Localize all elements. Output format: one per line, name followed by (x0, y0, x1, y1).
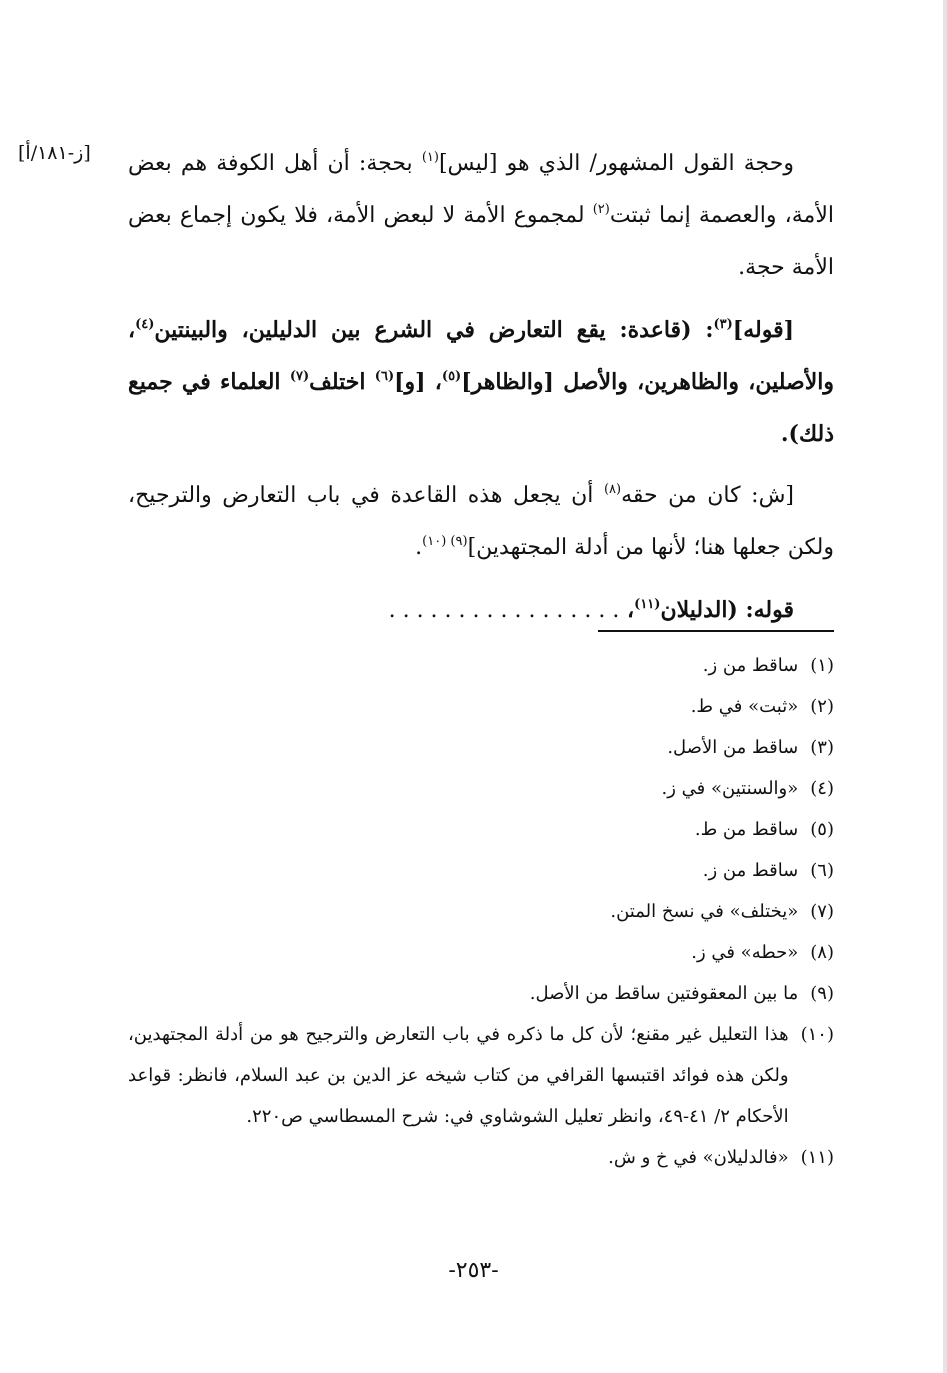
footnote-text: «حطه» في ز. (691, 942, 799, 963)
footnote-marker-11[interactable]: (١١) (634, 597, 661, 612)
footnote-item (128, 686, 834, 727)
footnote-item (128, 1014, 834, 1137)
footnote-item (128, 932, 834, 973)
footnote-number: (٨) (810, 942, 834, 963)
footnote-number: (٣) (810, 737, 834, 758)
footnote-marker-5[interactable]: (٥) (441, 369, 462, 384)
paragraph-hujja (128, 138, 834, 294)
footnote-text: «فالدليلان» في خ و ش. (608, 1147, 789, 1168)
footnote-text: ساقط من ز. (702, 655, 799, 676)
footnote-number: (٢) (810, 696, 834, 717)
text-segment: قوله: (الدليلان (660, 597, 794, 623)
footnote-marker-7[interactable]: (٧) (289, 369, 310, 384)
footnote-text: ساقط من الأصل. (667, 737, 799, 758)
text-segment: : (قاعدة: يقع التعارض في الشرع بين الدليلين، والبينتين (154, 317, 714, 343)
footnote-marker-2[interactable]: (٢) (592, 202, 610, 217)
text-segment: العلماء في جميع ذلك). (128, 369, 834, 447)
paragraph-sharh (128, 470, 834, 574)
footnote-number: (١) (810, 655, 834, 676)
footnote-marker-8[interactable]: (٨) (603, 482, 622, 497)
footnote-text: ساقط من ط. (694, 819, 799, 840)
text-segment: أن يجعل هذه القاعدة في باب التعارض والترجيح، ولكن جعلها هنا؛ لأنها من أدلة المجتهدين] (128, 483, 834, 560)
text-segment: اختلف (309, 369, 375, 395)
footnote-marker-4[interactable]: (٤) (135, 317, 155, 332)
footnote-number: (٤) (810, 778, 834, 799)
footnote-text: ساقط من ز. (702, 860, 799, 881)
footnote-item (128, 768, 834, 809)
continuation-dots: . . . . . . . . . . . . . . . . . (388, 598, 620, 623)
footnote-separator (598, 630, 834, 632)
footnote-item (128, 809, 834, 850)
page-edge-shadow (943, 0, 947, 1373)
text-segment: ، والأصلين، والظاهرين، والأصل [والظاهر] (128, 317, 835, 395)
footnote-marker-3[interactable]: (٣) (713, 317, 733, 332)
page-number: -٢٥٣- (448, 1258, 499, 1283)
footnote-text: «والسنتين» في ز. (661, 778, 799, 799)
footnote-marker-9-10[interactable]: (٩) (١٠) (422, 534, 468, 549)
footnote-text: «يختلف» في نسخ المتن. (610, 901, 799, 922)
text-segment: [قوله] (732, 317, 794, 343)
text-segment: . (415, 535, 423, 560)
footnote-item (128, 1137, 834, 1178)
text-segment: بحجة: أن أهل الكوفة هم بعض الأمة، والعصمة إنما ثبتت (128, 151, 834, 228)
manuscript-folio-reference: [ز-١٨١/أ] (18, 142, 91, 164)
footnote-number: (٦) (810, 860, 834, 881)
footnote-marker-1[interactable]: (١) (421, 150, 439, 165)
footnote-text: ما بين المعقوفتين ساقط من الأصل. (529, 983, 799, 1004)
text-segment: لمجموع الأمة لا لبعض الأمة، فلا يكون إجماع بعض الأمة حجة. (128, 203, 834, 280)
footnote-marker-6[interactable]: (٦) (374, 369, 395, 384)
footnote-number: (٥) (810, 819, 834, 840)
footnote-item (128, 973, 834, 1014)
footnote-number: (١١) (800, 1147, 834, 1168)
paragraph-qaida (128, 304, 834, 460)
footnote-item (128, 727, 834, 768)
main-body-text (128, 138, 834, 637)
footnote-text: «ثبت» في ط. (690, 696, 799, 717)
footnote-number: (١٠) (800, 1024, 834, 1045)
footnote-item (128, 891, 834, 932)
text-segment: ، (627, 597, 635, 623)
footnote-number: (٧) (810, 901, 834, 922)
footnote-text: هذا التعليل غير مقنع؛ لأن كل ما ذكره في باب التعارض والترجيح هو من أدلة المجتهدين، ولكن هذه فوائد اقتبسها القرافي من كتاب شيخه عز الدين بن عبد السلام، فانظر: قواعد الأحكام ٢/ ٤١-٤٩، وانظر تعليل الشوشاوي في: شرح المسطاسي ص٢٢٠. (128, 1024, 789, 1127)
text-segment: [ش: كان من حقه (621, 483, 795, 508)
footnotes-list (128, 645, 834, 1178)
footnote-item (128, 645, 834, 686)
footnote-number: (٩) (810, 983, 834, 1004)
footnote-item (128, 850, 834, 891)
text-segment: ، [و] (394, 369, 442, 395)
text-segment: وحجة القول المشهور/ الذي هو [ليس] (438, 151, 794, 176)
